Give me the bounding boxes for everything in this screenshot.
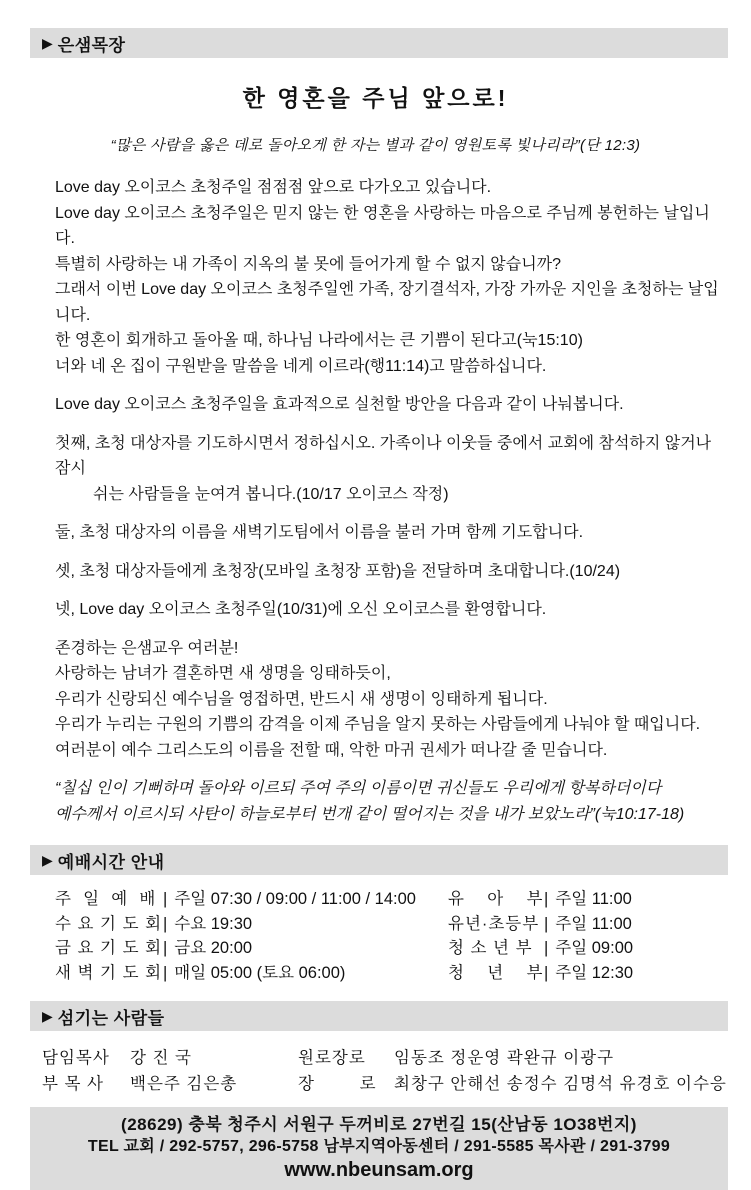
worship-times <box>0 887 751 985</box>
worship-time-row <box>448 961 633 986</box>
triangle-right-icon: ▶ <box>42 852 53 868</box>
footer <box>30 1107 728 1190</box>
body-line: 여러분이 예수 그리스도의 이름을 전할 때, 악한 마귀 권세가 떠나갈 줄 믿습니다. <box>55 741 608 759</box>
church-address: (28629) 충북 청주시 서원구 두꺼비로 27번길 15(산남동 1O38번지) <box>121 1115 637 1134</box>
section-title-eunsaem: 은샘목장 <box>57 35 126 55</box>
body-line: 넷, Love day 오이코스 초청주일(10/31)에 오신 오이코스를 환영합니다. <box>55 601 547 618</box>
role-label: 담임목사 <box>42 1049 110 1067</box>
divider: | <box>544 914 549 933</box>
worship-time-row <box>448 887 633 912</box>
service-time: 금요 20:00 <box>174 939 253 957</box>
divider: | <box>163 963 168 982</box>
divider: | <box>544 939 549 957</box>
role-label: 원로장로 <box>298 1049 366 1067</box>
body-line: 우리가 신랑되신 예수님을 영접하면, 반드시 새 생명이 잉태하게 됩니다. <box>55 690 548 708</box>
body-line: 우리가 누리는 구원의 기쁨의 감격을 이제 주님을 알지 못하는 사람들에게 나눠야 할 때입니다. <box>55 716 701 733</box>
service-name: 유 아 부 <box>448 890 544 908</box>
body-line: 그래서 이번 Love day 오이코스 초청주일엔 가족, 장기결석자, 가장 가까운 지인을 초청하는 날입니다. <box>55 281 719 324</box>
serving-people <box>0 1045 751 1097</box>
headline: 한 영혼을 주님 앞으로! <box>242 85 509 111</box>
worship-time-row <box>55 961 448 986</box>
person-names: 강 진 국 <box>130 1049 192 1067</box>
body-line: 존경하는 은샘교우 여러분! <box>55 639 239 657</box>
serving-row <box>42 1045 751 1071</box>
section-header-eunsaem <box>30 28 728 58</box>
body-line: 너와 네 온 집이 구원받을 말씀을 네게 이르라(행11:14)고 말씀하십니다. <box>55 357 547 375</box>
worship-time-row <box>448 936 633 961</box>
body-line: 쉬는 사람들을 눈여겨 봅니다.(10/17 오이코스 작정) <box>93 485 449 503</box>
website-url: www.nbeunsam.org <box>284 1159 474 1181</box>
service-time: 주일 12:30 <box>555 963 634 982</box>
service-time: 주일 11:00 <box>555 890 632 908</box>
body-line: 둘, 초청 대상자의 이름을 새벽기도팀에서 이름을 불러 가며 함께 기도합니다. <box>55 524 584 541</box>
closing-quote-line: 예수께서 이르시되 사탄이 하늘로부터 번개 같이 떨어지는 것을 내가 보았노라”(눅10:17-18) <box>55 805 685 823</box>
service-name: 수 요 기 도 회 <box>55 914 163 933</box>
worship-time-row <box>55 912 448 937</box>
section-header-serving-people <box>30 1001 728 1031</box>
body-line: Love day 오이코스 초청주일을 효과적으로 실천할 방안을 다음과 같이 나눠봅니다. <box>55 396 624 413</box>
role-label: 장 로 <box>298 1075 377 1093</box>
divider: | <box>163 890 168 908</box>
body-line: Love day 오이코스 초청주일 점점점 앞으로 다가오고 있습니다. <box>55 179 492 196</box>
service-time: 주일 07:30 / 09:00 / 11:00 / 14:00 <box>174 890 416 908</box>
triangle-right-icon: ▶ <box>42 1008 53 1024</box>
body-line: 사랑하는 남녀가 결혼하면 새 생명을 잉태하듯이, <box>55 665 391 682</box>
worship-times-left-column <box>55 887 448 985</box>
body-line: 특별히 사랑하는 내 가족이 지옥의 불 못에 들어가게 할 수 없지 않습니까? <box>55 255 562 273</box>
serving-row <box>42 1071 751 1097</box>
worship-time-row <box>448 912 633 937</box>
triangle-right-icon: ▶ <box>42 35 53 51</box>
body-line: Love day 오이코스 초청주일은 믿지 않는 한 영혼을 사랑하는 마음으로 주님께 봉헌하는 날입니다. <box>55 204 710 247</box>
section-header-worship-times <box>30 845 728 875</box>
divider: | <box>544 963 549 982</box>
service-name: 새 벽 기 도 회 <box>55 963 163 982</box>
service-name: 청 년 부 <box>448 963 544 982</box>
service-time: 주일 09:00 <box>555 939 634 957</box>
service-time: 주일 11:00 <box>555 914 632 933</box>
worship-time-row <box>55 887 448 912</box>
body-line: 한 영혼이 회개하고 돌아올 때, 하나님 나라에서는 큰 기쁨이 된다고(눅15:10) <box>55 332 583 349</box>
bulletin-page <box>0 28 751 1181</box>
worship-time-row <box>55 936 448 961</box>
service-time: 수요 19:30 <box>174 914 253 933</box>
role-label: 부 목 사 <box>42 1075 104 1093</box>
section-title-worship-times: 예배시간 안내 <box>57 852 165 872</box>
closing-quote-line: “칠십 인이 기뻐하며 돌아와 이르되 주여 주의 이름이면 귀신들도 우리에게 항복하더이다 <box>55 780 662 797</box>
person-names: 최창구 안해선 송정수 김명석 유경호 이수응 <box>394 1075 727 1093</box>
divider: | <box>544 890 549 908</box>
scripture-verse: “많은 사람을 옳은 데로 돌아오게 한 자는 별과 같이 영원토록 빛나리라”(단 12:3) <box>110 137 641 154</box>
person-names: 백은주 김은총 <box>130 1075 238 1093</box>
body-line: 셋, 초청 대상자들에게 초청장(모바일 초청장 포함)을 전달하며 초대합니다.(10/24) <box>55 562 621 580</box>
service-name: 주 일 예 배 <box>55 890 157 908</box>
service-name: 유년·초등부 <box>448 914 540 933</box>
service-time: 매일 05:00 (토요 06:00) <box>174 963 346 982</box>
worship-times-right-column <box>448 887 633 985</box>
article-body <box>0 175 751 827</box>
person-names: 임동조 정운영 곽완규 이광구 <box>394 1049 615 1067</box>
service-name: 청 소 년 부 <box>448 939 533 957</box>
divider: | <box>163 939 168 957</box>
divider: | <box>163 914 168 933</box>
phone-numbers: TEL 교회 / 292-5757, 296-5758 남부지역아동센터 / 291-5585 목사관 / 291-3799 <box>87 1138 671 1155</box>
section-title-serving-people: 섬기는 사람들 <box>57 1008 165 1028</box>
body-line: 첫째, 초청 대상자를 기도하시면서 정하십시오. 가족이나 이웃들 중에서 교회에 참석하지 않거나 잠시 <box>55 434 716 477</box>
service-name: 금 요 기 도 회 <box>55 939 163 957</box>
